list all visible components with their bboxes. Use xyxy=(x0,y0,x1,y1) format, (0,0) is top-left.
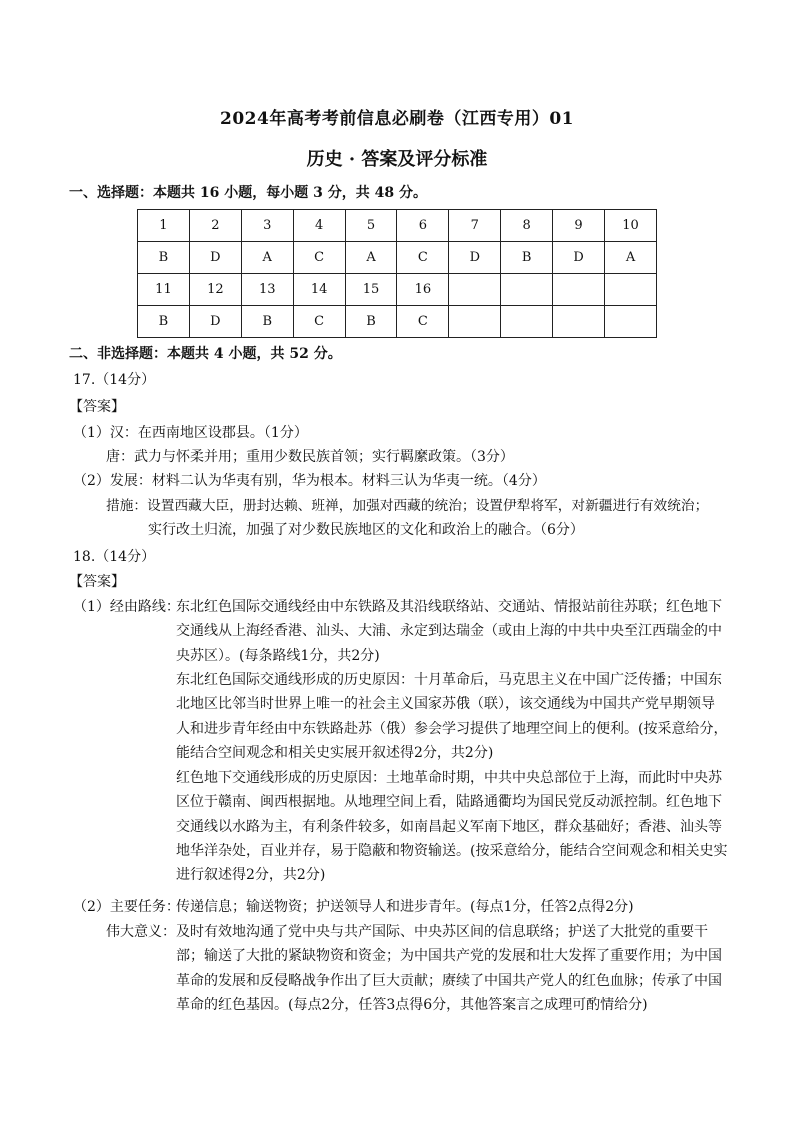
answer-table-cell xyxy=(449,306,501,338)
answer-table-cell xyxy=(553,306,605,338)
answer-table-cell: D xyxy=(189,242,241,274)
answer-table-cell: B xyxy=(138,242,190,274)
answer-table-cell: A xyxy=(241,242,293,274)
answer-table-cell: 10 xyxy=(605,210,657,242)
answer-table-cell: B xyxy=(241,306,293,338)
answer-table-cell: B xyxy=(345,306,397,338)
q17-answer-label: 【答案】 xyxy=(69,399,125,415)
answer-table-cell: 12 xyxy=(189,274,241,306)
q18-answer-label: 【答案】 xyxy=(69,574,125,590)
answer-table-cell: 1 xyxy=(138,210,190,242)
answer-table-row xyxy=(138,274,657,306)
q17-line-4: 措施：设置西藏大臣，册封达赖、班禅，加强对西藏的统治；设置伊犁将军，对新疆进行有效统治； xyxy=(106,498,709,514)
multiple-choice-answer-table xyxy=(137,209,657,338)
answer-table-cell: 9 xyxy=(553,210,605,242)
section1-heading: 一、选择题：本题共 16 小题，每小题 3 分，共 48 分。 xyxy=(69,185,427,201)
answer-table-cell xyxy=(605,274,657,306)
answer-table-cell xyxy=(553,274,605,306)
answer-table-cell: B xyxy=(501,242,553,274)
answer-table-cell: 4 xyxy=(293,210,345,242)
q17-number: 17.（14分） xyxy=(73,372,156,388)
answer-table-cell: C xyxy=(293,242,345,274)
answer-table-cell: 6 xyxy=(397,210,449,242)
answer-table-cell: 8 xyxy=(501,210,553,242)
answer-table-cell: B xyxy=(138,306,190,338)
q18-number: 18.（14分） xyxy=(73,549,156,565)
q18-part2-significance-label: 伟大意义： xyxy=(106,924,176,940)
answer-table-cell: 5 xyxy=(345,210,397,242)
answer-table-row xyxy=(138,306,657,338)
answer-table-cell: 13 xyxy=(241,274,293,306)
answer-table-cell: 16 xyxy=(397,274,449,306)
answer-table-row xyxy=(138,210,657,242)
answer-table-cell xyxy=(605,306,657,338)
q18-part1-underground-reason: 红色地下交通线形成的历史原因：土地革命时期，中共中央总部位于上海，而此时中央苏区位于赣南、闽西根据地。从地理空间上看，陆路通衢均为国民党反动派控制。红色地下交通线以水路为主，有利条件较多，如南昌起义军南下地区，群众基础好；香港、汕头等地华洋杂处，百业并存，易于隐蔽和物资输送。(按采意给分，能结合空间观念和相关史实进行叙述得2分，共2分) xyxy=(176,770,728,884)
answer-table-cell: 14 xyxy=(293,274,345,306)
page-title: 2024年高考考前信息必刷卷（江西专用）01 xyxy=(220,109,574,129)
answer-table-cell: 15 xyxy=(345,274,397,306)
answer-table-cell xyxy=(501,274,553,306)
answer-table-cell: D xyxy=(449,242,501,274)
answer-table-cell: C xyxy=(397,242,449,274)
q17-line-5: 实行改土归流，加强了对少数民族地区的文化和政治上的融合。（6分） xyxy=(148,522,584,538)
answer-table-row xyxy=(138,242,657,274)
q18-part2-label: （2）主要任务： xyxy=(73,899,180,915)
answer-table-cell: 3 xyxy=(241,210,293,242)
q18-part2-tasks: 传递信息；输送物资；护送领导人和进步青年。(每点1分，任答2点得2分) xyxy=(176,899,634,915)
answer-table-cell: D xyxy=(553,242,605,274)
answer-table-cell: A xyxy=(605,242,657,274)
answer-table-cell: 11 xyxy=(138,274,190,306)
q18-part1-northeast-reason: 东北红色国际交通线形成的历史原因：十月革命后，马克思主义在中国广泛传播；中国东北地区比邻当时世界上唯一的社会主义国家苏俄（联），该交通线为中国共产党早期领导人和进步青年经由中东铁路赴苏（俄）参会学习提供了地理空间上的便利。(按采意给分，能结合空间观念和相关史实展开叙述得2分，共2分) xyxy=(176,672,728,761)
answer-table-cell xyxy=(501,306,553,338)
answer-table-cell: C xyxy=(293,306,345,338)
q18-part1-label: （1）经由路线： xyxy=(73,599,180,615)
page-subtitle: 历史 · 答案及评分标准 xyxy=(306,149,488,170)
q17-line-3: （2）发展：材料二认为华夷有别，华为根本。材料三认为华夷一统。（4分） xyxy=(73,473,546,489)
q18-part1-routes: 东北红色国际交通线经由中东铁路及其沿线联络站、交通站、情报站前往苏联；红色地下交通线从上海经香港、汕头、大浦、永定到达瑞金（或由上海的中共中央至江西瑞金的中央苏区）。(每条路线1分，共2分) xyxy=(176,599,722,664)
answer-table-cell: 2 xyxy=(189,210,241,242)
q17-line-2: 唐：武力与怀柔并用；重用少数民族首领；实行羁縻政策。（3分） xyxy=(106,449,514,465)
answer-table-cell: D xyxy=(189,306,241,338)
section2-heading: 二、非选择题：本题共 4 小题，共 52 分。 xyxy=(69,346,342,362)
answer-table-cell: 7 xyxy=(449,210,501,242)
answer-table-cell xyxy=(449,274,501,306)
q17-line-1: （1）汉：在西南地区设郡县。（1分） xyxy=(73,425,308,441)
q18-part2-significance: 及时有效地沟通了党中央与共产国际、中央苏区间的信息联络；护送了大批党的重要干部；输送了大批的紧缺物资和资金；为中国共产党的发展和壮大发挥了重要作用；为中国革命的发展和反侵略战争作出了巨大贡献；赓续了中国共产党人的红色血脉；传承了中国革命的红色基因。(每点2分，任答3点得6分，其他答案言之成理可酌情给分) xyxy=(176,924,722,1013)
answer-table-cell: C xyxy=(397,306,449,338)
answer-table-cell: A xyxy=(345,242,397,274)
